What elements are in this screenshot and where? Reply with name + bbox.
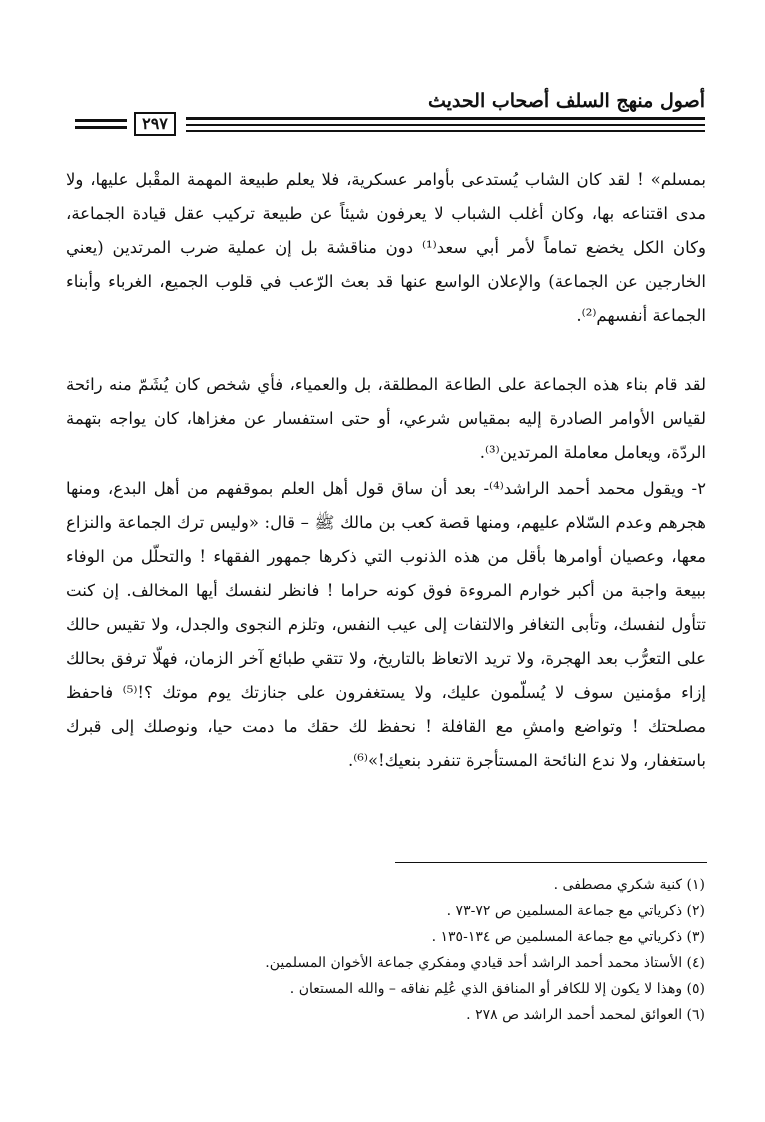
header-rule bbox=[186, 117, 705, 120]
header-rule bbox=[186, 130, 705, 132]
footnote-separator bbox=[395, 862, 707, 863]
footnote-item: (٣) ذكرياتي مع جماعة المسلمين ص ١٣٤-١٣٥ . bbox=[431, 929, 705, 945]
footnote-item: (٥) وهذا لا يكون إلا للكافر أو المنافق الذي عُلِم نفاقه – والله المستعان . bbox=[289, 981, 705, 997]
running-header-title: أصول منهج السلف أصحاب الحديث bbox=[427, 90, 705, 112]
header-rule bbox=[75, 126, 127, 129]
footnote-item: (٦) العوائق لمحمد أحمد الراشد ص ٢٧٨ . bbox=[466, 1007, 705, 1023]
body-paragraph: ٢- ويقول محمد أحمد الراشد⁽⁴⁾- بعد أن ساق قول أهل العلم بموقفهم من أهل البدع، ومنها هجرهم وعدم السّلام عليهم، ومنها قصة كعب بن مالك ﷺ – قال: «وليس ترك الجماعة والنزاع معها، وعصيان أوامرها بأقل من هذه الذنوب التي ذكرها جمهور الفقهاء ! والتحلّل من الوفاء ببيعة واجبة من أكبر خوارم المروءة فوق كونه حراما ! فانظر لنفسك أيها المخالف. إن كنت تتأول لنفسك، وتأبى التغافر والالتفات إلى عيب النفس، وتلزم النجوى والجدل، ولا تقيس حالك على التعرُّب بعد الهجرة، ولا تريد الاتعاظ بالتاريخ، ولا تتقي طبائع آخر الزمان، فهلّا ترفق بحالك إزاء مؤمنين سوف لا يُسلّمون عليك، ولا يستغفرون على جنازتك يوم موتك ؟!⁽⁵⁾ فاحفظ مصلحتك ! وتواضع وامشِ مع القافلة ! نحفظ لك حقك ما دمت حيا، ونوصلك إلى قبرك باستغفار، ولا ندع النائحة المستأجرة تنفرد بنعيك!»⁽⁶⁾. bbox=[66, 478, 707, 770]
footnote-item: (١) كنية شكري مصطفى . bbox=[553, 877, 705, 893]
footnotes-list bbox=[145, 872, 705, 1028]
footnote-item: (٢) ذكرياتي مع جماعة المسلمين ص ٧٢-٧٣ . bbox=[446, 903, 705, 919]
page-number: ٢٩٧ bbox=[134, 112, 176, 136]
body-paragraph: بمسلم» ! لقد كان الشاب يُستدعى بأوامر عسكرية، فلا يعلم طبيعة المهمة المقْبل عليها، ولا مدى اقتناعه بها، وكان أغلب الشباب لا يعرفون شيئاً عن طبيعة تركيب عقل قيادة الجماعة، وكان الكل يخضع تماماً لأمر أبي سعد⁽¹⁾ دون مناقشة بل إن عملية ضرب المرتدين (يعني الخارجين عن الجماعة) والإعلان الواسع عنها قد بعث الرّعب في قلوب الجميع، الغرباء وأبناء الجماعة أنفسهم⁽²⁾. bbox=[66, 169, 707, 325]
body-paragraph: لقد قام بناء هذه الجماعة على الطاعة المطلقة، بل والعمياء، فأي شخص كان يُشَمّ منه رائحة لقياس الأوامر الصادرة إليه بمقياس شرعي، أو حتى استفسار عن مغزاها، كان يواجه بتهمة الردّة، ويعامل معاملة المرتدين⁽³⁾. bbox=[66, 374, 706, 462]
header-rule bbox=[75, 119, 127, 122]
footnote-item: (٤) الأستاذ محمد أحمد الراشد أحد قيادي ومفكري جماعة الأخوان المسلمين. bbox=[265, 955, 705, 971]
header-rule bbox=[186, 124, 705, 126]
